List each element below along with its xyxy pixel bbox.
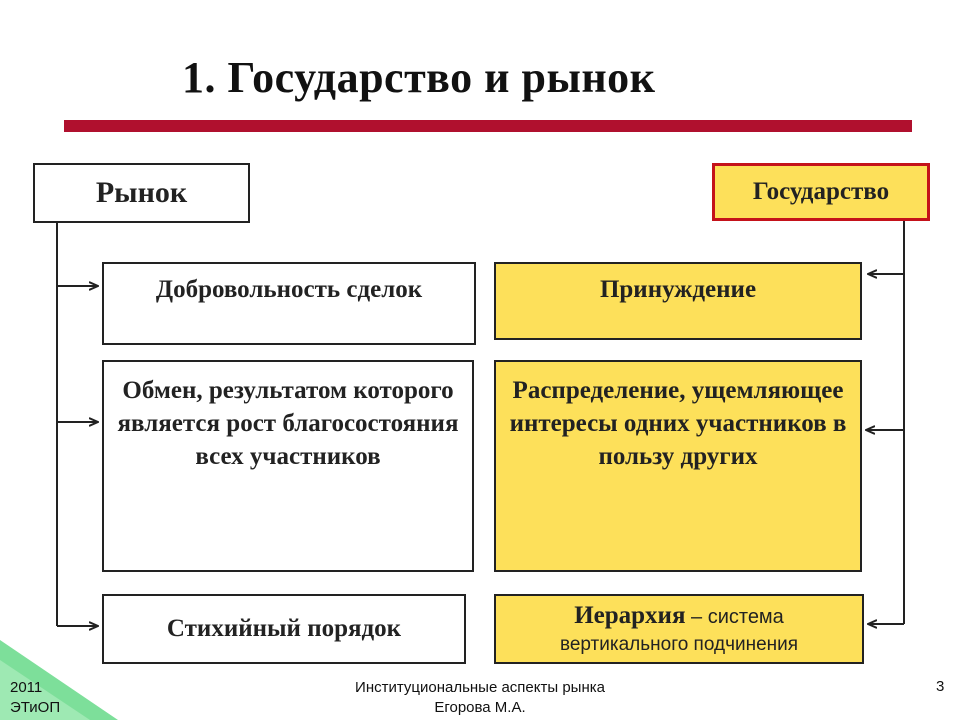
- corner-label: [10, 678, 60, 718]
- state-item-label: Распределение, ущемляющее интересы одних участников в пользу других: [509, 377, 847, 470]
- hierarchy-description-2: вертикального подчинения: [559, 633, 799, 655]
- footer-text: [0, 678, 960, 718]
- state-header-box: [712, 163, 930, 221]
- state-header-label: Государство: [752, 178, 890, 205]
- hierarchy-description-1: – система: [685, 606, 784, 629]
- hierarchy-term: Иерархия: [574, 602, 686, 630]
- state-item-redistribution: [494, 360, 862, 572]
- state-item-hierarchy: [494, 594, 864, 664]
- market-item-spontaneous-order: [102, 594, 466, 664]
- footer-course-title: Институциональные аспекты рынка: [355, 679, 605, 696]
- market-item-voluntary: [102, 262, 476, 345]
- market-item-exchange: [102, 360, 474, 572]
- corner-dept: ЭТиОП: [10, 699, 61, 716]
- page-number: 3: [936, 678, 945, 695]
- market-item-label: Стихийный порядок: [166, 615, 402, 642]
- state-item-coercion: [494, 262, 862, 340]
- corner-year: 2011: [10, 679, 43, 696]
- footer-author: Егорова М.А.: [434, 699, 526, 716]
- slide-title: 1. Государство и рынок: [182, 53, 656, 102]
- market-item-label: Обмен, результатом которого является рост благосостояния всех участников: [117, 377, 459, 470]
- state-item-label: Принуждение: [599, 276, 757, 303]
- market-header-box: [33, 163, 250, 223]
- market-item-label: Добровольность сделок: [155, 276, 423, 303]
- market-header-label: Рынок: [95, 176, 188, 209]
